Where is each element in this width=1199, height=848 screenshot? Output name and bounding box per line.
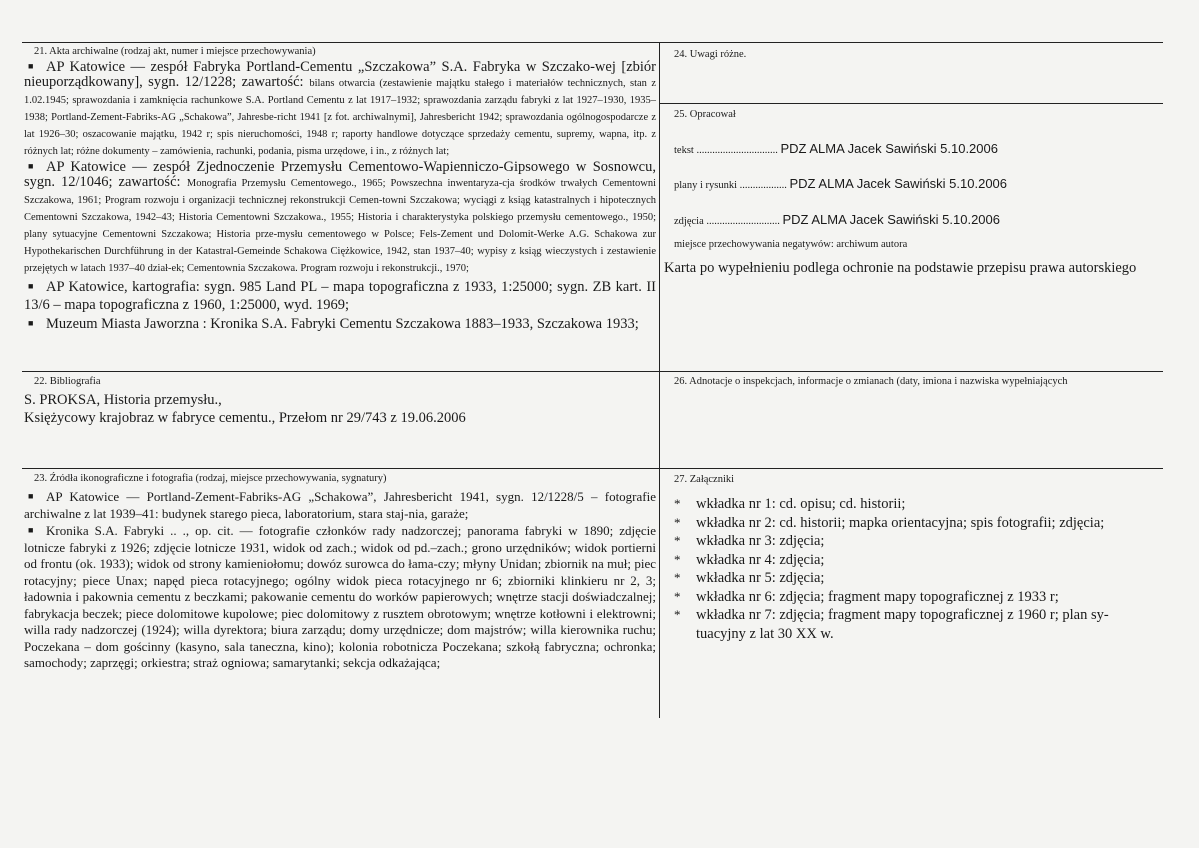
list-item: * wkładka nr 2: cd. historii; mapka orientacyjna; spis fotografii; zdjęcia; [674,514,1105,531]
section-21-archival-records [24,45,656,333]
section-22-label: 22. Bibliografia [34,376,101,387]
asterisk-icon: * [674,607,681,622]
bullet-icon: ■ [28,161,34,172]
copyright-notice: Karta po wypełnieniu podlega ochronie na podstawie przepisu prawa autorskiego [664,260,1137,276]
top-rule [22,42,1163,43]
section-27-attachments [674,473,1156,643]
bullet-icon: ■ [28,491,34,501]
bullet-icon: ■ [28,280,34,291]
s21-item-4: ■ Muzeum Miasta Jaworzna : Kronika S.A. Fabryki Cementu Szczakowa 1883–1933, Szczakowa 1933; [24,314,656,333]
section-21-label: 21. Akta archiwalne (rodzaj akt, numer i miejsce przechowywania) [34,46,316,57]
attachments-list [674,495,1156,643]
author-row-text: tekst ............................... PDZ ALMA Jacek Sawiński 5.10.2006 [674,141,998,156]
section-25-label: 25. Opracował [674,109,736,120]
list-item: * wkładka nr 7: zdjęcia; fragment mapy topograficznej z 1960 r; plan sy-tuacyjny z lat 30 XX w. [674,607,1109,642]
section-27-label: 27. Załączniki [674,474,735,485]
asterisk-icon: * [674,514,681,530]
asterisk-icon: * [674,496,681,511]
list-item: * wkładka nr 3: zdjęcia; [674,533,825,549]
author-row-photos: zdjęcia ............................ PDZ ALMA Jacek Sawiński 5.10.2006 [674,212,1000,227]
s21-item-3: ■ AP Katowice, kartografia: sygn. 985 Land PL – mapa topograficzna z 1933, 1:25000; sygn. ZB kart. II 13/6 – mapa topograficzna z 1960, 1:25000, wyd. 1969; [24,278,656,313]
s23-item-1: ■ AP Katowice — Portland-Zement-Fabriks-AG „Schakowa”, Jahresbericht 1941, sygn. 12/1228/5 – fotografie archiwalne z lat 1939–41: budynek starego pieca, laboratorium, stara staj-nia, garaże; [24,489,656,521]
bullet-icon: ■ [28,525,34,535]
s23-item-2: ■ Kronika S.A. Fabryki .. ., op. cit. — fotografie członków rady nadzorczej; panorama fabryki w 1890; zdjęcie lotnicze fabryki z 1926; zdjęcie lotnicze 1931, widok od zach.; widok od pd.–zach.; grono urzędników; widok portierni od frontu (ok. 1933); widok od strony kamieniołomu; dowóz surowca do łama-czy; młyny Unidan; zbiornik na muł; piec rotacyjny; piece Unax; napęd pieca rotacyjnego; ogólny widok pieca rotacyjnego nr 6; zbiorniki klinkieru nr 2, 3; ładownia i pakownia cementu z beczkami; pakowanie cementu do worków papierowych; wnętrze stacji doświadczalnej; fabrykacja beczek; piece dolomitowe kupolowe; piec dolomitowy z rusztem obrotowym; wnętrze kotłowni i elektrowni; willa rady nadzorczej (1924); willa dyrektora; biura zarządu; domy urzędnicze; dom majstrów; willa kierownika ruchu; Poczekana – dom gościnny (kasyno, sala taneczna, kino); kolonia robotnicza Poczekana; szkołą fabryczna; ochronka; samochody; zaprzęgi; orkiestra; straż ogniowa; samarytanki; sekcja odkażająca; [24,523,656,670]
bullet-icon: ■ [28,317,34,328]
asterisk-icon: * [674,570,681,585]
asterisk-icon: * [674,588,681,604]
negatives-storage: miejsce przechowywania negatywów: archiwum autora [674,239,908,250]
section-23-iconographic-sources [24,472,656,672]
rule-24-25 [660,103,1163,104]
list-item: * wkładka nr 4: zdjęcia; [674,551,825,568]
bibliography-line-2: Księżycowy krajobraz w fabryce cementu., Przełom nr 29/743 z 19.06.2006 [24,410,466,426]
column-divider [659,42,660,718]
s21-item-2: ■ AP Katowice — zespół Zjednoczenie Przemysłu Cementowo-Wapienniczo-Gipsowego w Sosnowcu, sygn. 12/1046; zawartość: Monografia Przemysłu Cementowego., 1965; Powszechna inwentaryza-cja środków trwałych Cementowni Szczakowa, 1961; Program rozwoju i organizacji technicznej rekonstrukcji Cemen-towni Szczakowa; wyciągi z ksiąg katastralnych i hipotecznych Cementowni Szczakowa, 1942–43; Historia Cementowni Szczakowa., 1955; Historia i charakterystyka polskiego przemysłu cementowego., 1950; plany sytuacyjne Cementowni Szczakowa; Historia prze-mysłu cementowego w Polsce; Fels-Zement und Dolomit-Werke A.G. Schakowa zur Hypothekarischen Durchführung in der Katastral-Gemeinde Schakowa Ciężkowice, 1942, stan 1937–40; wypisy z ksiąg wieczystych i zestawienie przejętych w latach 1937–40 dział-ek; Cementownia Szczakowa. Program rozwoju i rekonstrukcji., 1970; [24,159,656,274]
rule-21-22 [22,371,1163,372]
rule-22-23 [22,468,1163,469]
section-24-label: 24. Uwagi różne. [674,49,747,60]
s21-item-1: ■ AP Katowice — zespół Fabryka Portland-Cementu „Szczakowa” S.A. Fabryka w Szczako-wej [zbiór nieuporządkowany], sygn. 12/1228; zawartość: bilans otwarcia (zestawienie majątku stałego i materiałów technicznych, stan z 1.02.1945; sprawozdania i zamknięcia rachunkowe S.A. Portland Cementu z lat 1917–1932; sprawozdania zarządu fabryki z lat 1927–1930, 1935–1938; Portland-Zement-Fabriks-AG „Schakowa”, Jahresbe-richt 1941 [z fot. archiwalnymi], Jahresbericht 1942; sprawozdania ogólnogospodarcze z lat 1926–30; oszacowanie majątku, 1942 r; spis nieruchomości, 1948 r; raporty handlowe dotyczące sprzedaży cementu, supremy, wapna, itp. z różnych lat; różne dokumenty – zamówienia, rachunki, podania, pisma urzędowe, i in., z różnych lat; [24,59,656,157]
list-item: * wkładka nr 5: zdjęcia; [674,570,825,586]
bibliography-line-1: S. PROKSA, Historia przemysłu., [24,392,222,408]
section-22-bibliography [24,375,656,427]
bullet-icon: ■ [28,61,34,71]
section-26-label: 26. Adnotacje o inspekcjach, informacje o zmianach (daty, imiona i nazwiska wypełniających [674,376,1068,387]
author-row-plans: plany i rysunki .................. PDZ ALMA Jacek Sawiński 5.10.2006 [674,176,1008,191]
list-item: * wkładka nr 1: cd. opisu; cd. historii; [674,496,906,512]
asterisk-icon: * [674,551,681,567]
section-23-label: 23. Źródła ikonograficzne i fotografia (rodzaj, miejsce przechowywania, sygnatury) [34,473,387,484]
asterisk-icon: * [674,533,681,548]
list-item: * wkładka nr 6: zdjęcia; fragment mapy topograficznej z 1933 r; [674,588,1059,605]
